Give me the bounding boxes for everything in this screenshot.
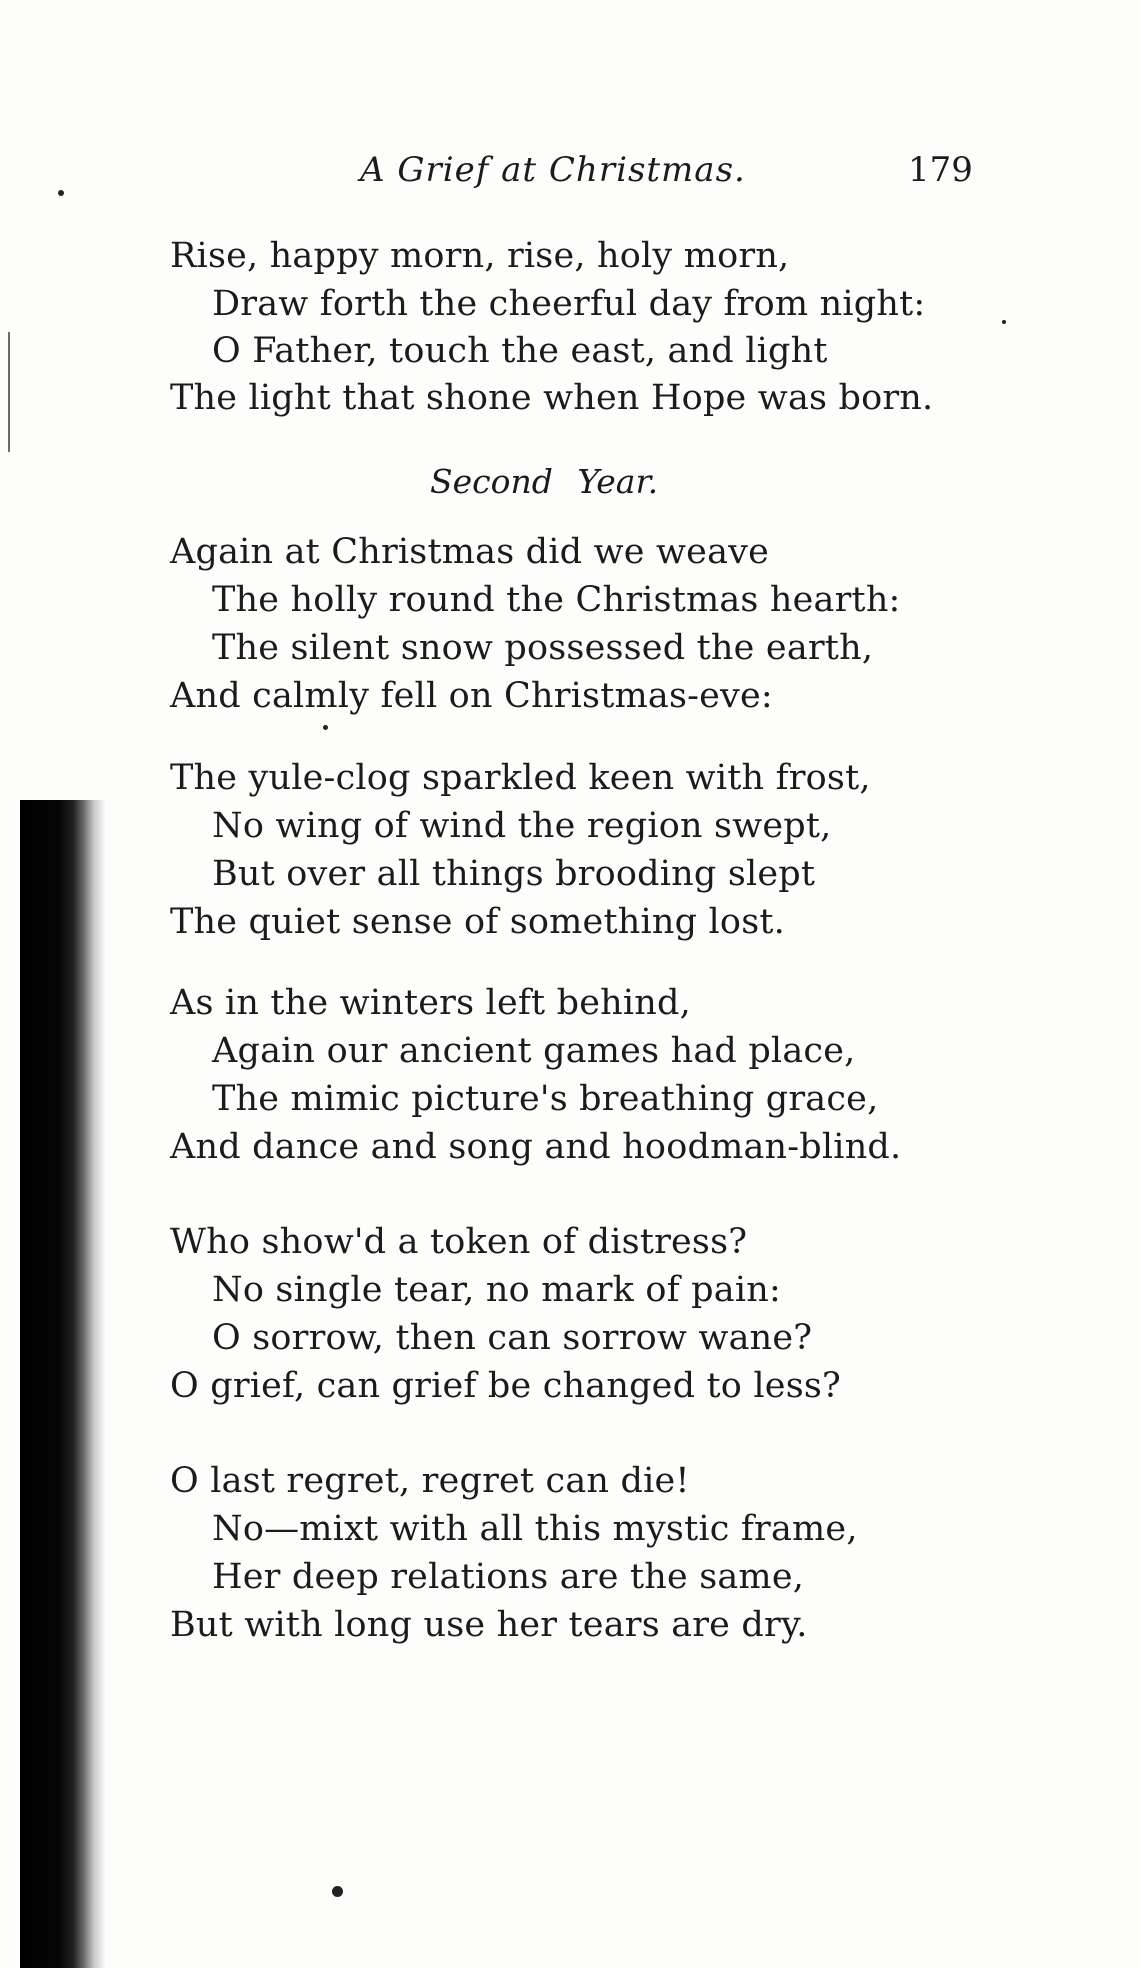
poem-line: And calmly fell on Christmas-eve:: [170, 676, 773, 716]
running-title: A Grief at Christmas.: [360, 150, 746, 190]
poem-line: No—mixt with all this mystic frame,: [212, 1509, 858, 1549]
ink-speck: [58, 190, 64, 196]
poem-line: The mimic picture's breathing grace,: [212, 1079, 879, 1119]
poem-line: And dance and song and hoodman-blind.: [170, 1127, 902, 1167]
poem-line: The silent snow possessed the earth,: [212, 628, 874, 668]
poem-line: As in the winters left behind,: [170, 983, 691, 1023]
binding-shadow: [20, 800, 106, 1968]
poem-line: The holly round the Christmas hearth:: [212, 580, 901, 620]
poem-line: Again at Christmas did we weave: [170, 532, 770, 572]
page-edge-mark: [8, 332, 10, 452]
poem-line: But with long use her tears are dry.: [170, 1605, 808, 1645]
poem-line: Draw forth the cheerful day from night:: [212, 284, 926, 324]
poem-line: Who show'd a token of distress?: [170, 1222, 748, 1262]
poem-line: O Father, touch the east, and light: [212, 331, 828, 371]
poem-line: Again our ancient games had place,: [212, 1031, 856, 1071]
poem-line: No wing of wind the region swept,: [212, 806, 832, 846]
poem-line: No single tear, no mark of pain:: [212, 1270, 781, 1310]
ink-speck: [332, 1886, 343, 1897]
poem-line: O sorrow, then can sorrow wane?: [212, 1318, 813, 1358]
poem-line: The quiet sense of something lost.: [170, 902, 785, 942]
ink-speck: [1002, 320, 1006, 324]
poem-line: O grief, can grief be changed to less?: [170, 1366, 841, 1406]
poem-line: The yule-clog sparkled keen with frost,: [170, 758, 871, 798]
ink-speck: [323, 725, 328, 730]
poem-line: Rise, happy morn, rise, holy morn,: [170, 236, 790, 276]
poem-line: The light that shone when Hope was born.: [170, 378, 934, 418]
page-number: 179: [908, 150, 973, 190]
poem-line: O last regret, regret can die!: [170, 1461, 690, 1501]
section-heading: Second Year.: [430, 462, 659, 501]
poem-line: But over all things brooding slept: [212, 854, 816, 894]
poem-line: Her deep relations are the same,: [212, 1557, 805, 1597]
